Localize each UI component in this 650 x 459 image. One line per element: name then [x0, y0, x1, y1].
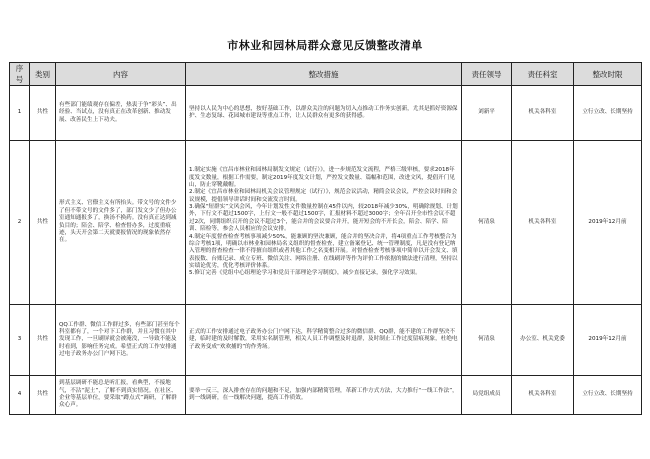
cell-category: 共性	[30, 305, 56, 376]
cell-category: 共性	[30, 86, 56, 141]
cell-leader: 刘新平	[462, 86, 512, 141]
header-measures: 整改措施	[186, 63, 462, 86]
cell-content: 形式主义、官僚主义有所抬头。带文号的文件少了但不带文号的文件多了，部门发文少了但办公室通知通报多了，换汤不换药。没有真正达到减负目的；陪会、陪学、检查督办多，过度重痕迹，头天开会第二天就要报情况的现象依然存在。	[56, 141, 186, 305]
cell-no: 3	[10, 305, 30, 376]
cell-no: 2	[10, 141, 30, 305]
cell-leader: 何清泉	[462, 141, 512, 305]
header-no: 序号	[10, 63, 30, 86]
cell-measures	[186, 376, 462, 415]
page-title: 市林业和园林局群众意见反馈整改清单	[227, 39, 423, 52]
cell-category: 共性	[30, 376, 56, 415]
table-row	[10, 141, 642, 305]
header-department: 责任科室	[512, 63, 574, 86]
header-category: 类别	[30, 63, 56, 86]
cell-measures	[186, 141, 462, 305]
cell-deadline: 2019年12月前	[574, 141, 642, 305]
header-deadline: 整改时限	[574, 63, 642, 86]
table-row	[10, 86, 642, 141]
table-row	[10, 376, 642, 415]
cell-department: 机关各科室	[512, 141, 574, 305]
cell-deadline: 2019年12月前	[574, 305, 642, 376]
measure-line: 正式的工作安排通过电子政务办公门户网下达，科学精简整合过多的微信群、QQ群，能不建的工作群坚决不建，临时建的及时解散，采用实名制管理，相关人员工作调整及时退群，及时制止工作过度留痕现象，杜绝电子政务变成“欢欢捕的”的作秀场。	[189, 328, 458, 350]
cell-department: 机关各科室	[512, 376, 574, 415]
measure-line: 3.确保“短群实”文风会风，今年计划发性文件数量控制在45件以内，较2018年减少30%，明确除规划、计划外，下行文不超过1500字，上行文一般不超过1500字，汇报材料不超过3000字；全年召开全市性会议不超过2次，同期组织召开的会议不超过3个，能合并的会议要合并开，能开短会的不开长会，陪会、陪学、陪训、陪检等，参会人员相应的会议安排。	[189, 204, 458, 233]
measure-line: 坚持以人民为中心的思想，按好基础工作，以群众关注的问题为切入点推动工作务实创新，尤其是抓好资源保护、生态复绿、花园城市建设等重点工作，让人民群众有更多的获得感。	[189, 105, 458, 119]
cell-no: 1	[10, 86, 30, 141]
measure-line: 5.修订完善《党组中心组理论学习和党员干部理论学习制度》，减少直接记录，强化学习效果。	[189, 270, 421, 277]
cell-measures	[186, 305, 462, 376]
table-row	[10, 305, 642, 376]
cell-leader: 局党组成员	[462, 376, 512, 415]
cell-department: 机关各科室	[512, 86, 574, 141]
cell-measures	[186, 86, 462, 141]
measure-line: 2.制定《宜昌市林业和园林局机关会议管理规定（试行）》，规范会议活动，精简会议会议，严控会议时间和会议规模，提倡领导讲话时间和交流发言时间。	[189, 189, 458, 203]
measure-line: 1.制定实施《宜昌市林业和园林局制发文规定（试行）》，进一步规范发文流程，严格三级审核，要求2018年度发文数量，根据工作需要，制定2019年度发文计划，严控发文数量、篇幅和范围，改进文风，提倡开门见山，防止穿靴戴帽。	[189, 167, 455, 188]
cell-category: 共性	[30, 141, 56, 305]
header-content: 内容	[56, 63, 186, 86]
cell-content: 有些部门能绩观存在偏差，热衷于争“彩头”、出经验、当试点，没有真正在改革创新、推动发展、改善民生上下功夫。	[56, 86, 186, 141]
cell-content: QQ工作群、微信工作群过多，有些部门甚至每个科室都有了，一个对下工作群，并且习惯在其中发现工作，一旦刷屏就会被淹没，一导致不能及时看到，影响任务完成。希望正式的工作安排通过电子政务办公门户网下达。	[56, 305, 186, 376]
cell-deadline: 立行立改、长期坚持	[574, 86, 642, 141]
cell-leader: 何清泉	[462, 305, 512, 376]
cell-content: 到基层调研不能总是听汇报，看典型，不接地气，不沾“泥土”，了解不到真实情况。在社区、企业等基层单位，要采取“蹲点式”调研，了解群众心声。	[56, 376, 186, 415]
cell-department: 办公室、机关党委	[512, 305, 574, 376]
header-leader: 责任领导	[462, 63, 512, 86]
measure-line: 要举一反三，深入排查存在的问题和不足，加强内部精简管理，革新工作方式方法，大力推行“一线工作法”，到一线调研，在一线解决问题，提高工作质效。	[189, 387, 458, 401]
measure-line: 4.制定年度督查检查考核事项减少50%，能兼顾的坚决兼顾，能合并的坚决合并，将4项重点工作考核整合为综合考核1项，明确以市林业和园林局名义组织的督查检查，建立备案登记、统一管理制度，凡是没有登记纳入管理的督查检查一律不得擅自组织或者其他工作之名变相开展。对督查检查考核事项中简单以开会发文、填表报数、台账记录、成立专班、微信关注、网络注册、在线刷评等作为评价工作依据的做法进行清理，坚持以实绩论优劣，优化考核评价体系。	[189, 233, 458, 270]
rectification-table	[9, 62, 642, 415]
cell-deadline: 立行立改、长期坚持	[574, 376, 642, 415]
table-header-row	[10, 63, 642, 86]
cell-no: 4	[10, 376, 30, 415]
